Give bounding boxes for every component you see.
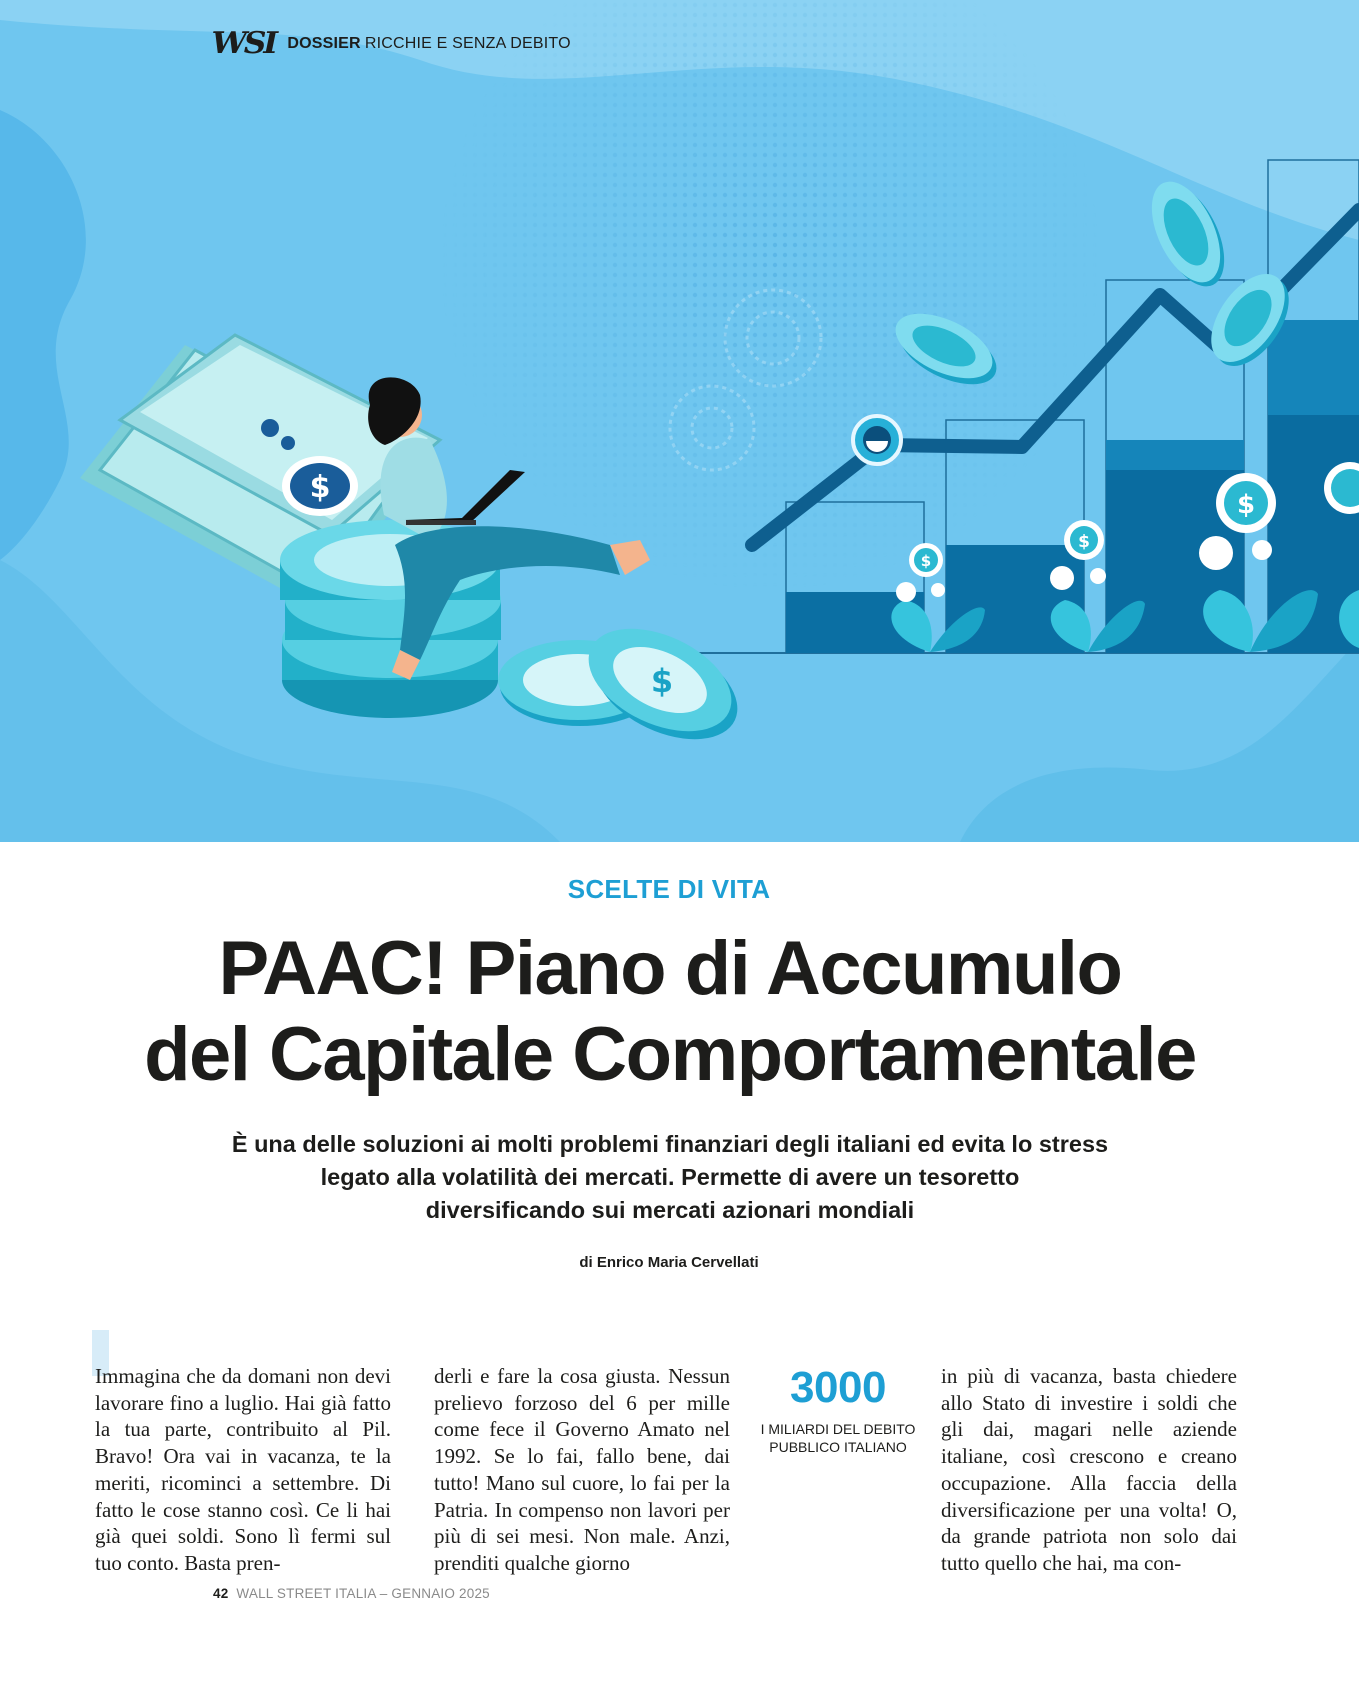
stat-label: I MILIARDI DEL DEBITO PUBBLICO ITALIANO [760, 1421, 916, 1455]
body-column-1: Immagina che da domani non devi lavorare fino a luglio. Hai già fatto la tua parte, contribuito al Pil. Bravo! Ora vai in vacanza, te la meriti, ricominci a settembre. Di fatto le cose stanno così. Ce li hai già quei soldi. Sono lì fermi sul tuo conto. Basta pren- [95, 1364, 391, 1575]
publication-name: WALL STREET ITALIA – GENNAIO 2025 [236, 1586, 490, 1601]
section-label [287, 35, 570, 53]
article-title [20, 926, 1320, 1098]
svg-text:$: $ [650, 662, 674, 700]
standfirst [160, 1128, 1180, 1227]
byline: di Enrico Maria Cervellati [579, 1254, 759, 1271]
wsi-logo: WSI [211, 26, 275, 61]
title-line-2: del Capitale Comportamentale [144, 1012, 1196, 1097]
svg-text:$: $ [1236, 490, 1256, 520]
standfirst-line-2: legato alla volatilità dei mercati. Permette di avere un tesoretto [320, 1164, 1020, 1190]
title-line-1: PAAC! Piano di Accumulo [218, 926, 1122, 1011]
body-column-2: derli e fare la cosa giusta. Nessun prelievo forzoso del 6 per mille come fece il Governo Amato nel 1992. Se lo fai, fallo bene, dai tutto! Mano sul cuore, lo fai per la Patria. In compenso non lavori per più di sei mesi. Non male. Anzi, prenditi qualche giorno [434, 1364, 730, 1575]
standfirst-line-1: È una delle soluzioni ai molti problemi finanziari degli italiani ed evita lo stress [231, 1131, 1109, 1157]
running-head [213, 26, 571, 61]
svg-text:$: $ [309, 470, 331, 505]
stat-number: 3000 [790, 1363, 886, 1412]
subsection-name: RICCHIE E SENZA DEBITO [364, 34, 571, 52]
kicker: SCELTE DI VITA [567, 874, 771, 904]
standfirst-line-3: diversificando sui mercati azionari mondiali [425, 1197, 915, 1223]
stat-callout [760, 1362, 916, 1456]
svg-text:$: $ [920, 552, 932, 570]
page-number: 42 [213, 1586, 229, 1601]
section-name: DOSSIER [287, 34, 361, 52]
svg-text:$: $ [1078, 532, 1090, 552]
page-footer [213, 1586, 490, 1601]
body-column-3: in più di vacanza, basta chiedere allo Stato di investire i soldi che gli dai, magari nelle aziende italiane, così crescono e creano occupazione. Alla faccia della diversificazione per una volta! O, da grande patriota non solo dai tutto quello che hai, ma con- [941, 1364, 1237, 1575]
